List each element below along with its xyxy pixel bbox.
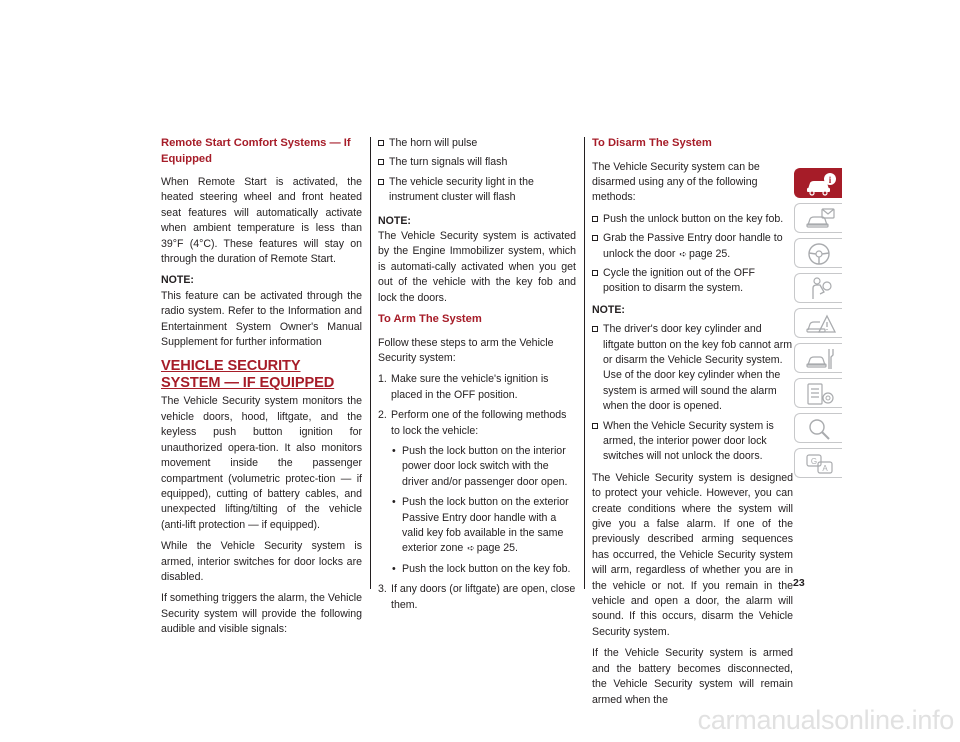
language-icon [805,452,837,476]
list-item-text: The turn signals will flash [389,156,508,169]
note-text: The Vehicle Security system is activated by the Engine Immobilizer system, which is automati-cally activated when you get out of the vehicle with the key fob and lock the doors. [378,230,576,304]
false-alarm-paragraph: The Vehicle Security system is designed to protect your vehicle. However, you can create conditions where the system will give you a false alarm. If one of the previously described arming sequences has occurred, the Vehicle Security system will arm, regardless of whether you are in the vehicle or not. If you remain in the vehicle and open a door, the alarm will sound. If this occurs, disarm the Vehicle Security system. [592,471,793,638]
sub-list-item [378,495,576,557]
page-reference-arrow-icon: ➪ [467,543,475,554]
tab-getting-to-know-vehicle[interactable] [794,168,842,198]
list-item-text: Grab the Passive Entry door handle to unlock the door [603,232,783,260]
list-item-text: Push the unlock button on the key fob. [603,212,784,225]
vss-paragraph-3: If something triggers the alarm, the Vehicle Security system will provide the following audible and visible signals: [161,592,362,636]
step-number: 2. [378,409,387,422]
step-number: 1. [378,373,387,386]
steering-wheel-icon [805,242,837,266]
step-text: If any doors (or liftgate) are open, close them. [391,583,576,611]
tab-index[interactable] [794,413,842,443]
tab-in-case-of-emergency[interactable] [794,308,842,338]
sub-list-text: Push the lock button on the exterior Passive Entry door handle with a valid key fob available in the same exterior zone [402,496,569,555]
step-number: 3. [378,583,387,596]
arm-intro: Follow these steps to arm the Vehicle Security system: [378,336,554,364]
list-item-text: The driver's door key cylinder and liftgate button on the key fob cannot arm or disarm the Vehicle Security system. Use of the door key cylinder when the system is armed will sound the alarm when the door is opened. [603,323,793,413]
step-item [378,408,576,439]
note-label: NOTE: [161,274,194,287]
remote-start-comfort-text: When Remote Start is activated, the heated steering wheel and front heated seat features will automatically activate when ambient temperature is less than 39°F (4°C). These features will stay on through the duration of Remote Start. [161,176,362,266]
list-item [592,266,793,297]
checkbox-bullet-icon [378,140,384,146]
vss-paragraph-2: While the Vehicle Security system is armed, interior switches for door locks are disabled. [161,540,362,583]
specs-list-icon [805,382,837,406]
sub-list-text: Push the lock button on the interior power door lock switch with the driver and/or passenger door open. [402,445,568,488]
list-item [592,419,793,465]
search-icon [805,417,837,441]
note-label: NOTE: [592,303,625,316]
note-block [161,273,362,350]
checkbox-bullet-icon [592,235,598,241]
list-item [378,155,576,170]
battery-paragraph: If the Vehicle Security system is armed and the battery becomes disconnected, the Vehicle Security system will remain armed when the [592,647,793,706]
svg-text:i: i [828,175,832,185]
sub-list-text: Push the lock button on the key fob. [402,562,571,575]
list-item [592,212,793,227]
disarm-system-heading: To Disarm The System [592,137,712,149]
checkbox-bullet-icon [592,270,598,276]
list-item-text: Cycle the ignition out of the OFF position to disarm the system. [603,266,755,295]
checkbox-bullet-icon [378,159,384,165]
column-left [161,136,362,644]
tab-starting-and-operating[interactable] [794,238,842,268]
step-text: Perform one of the following methods to lock the vehicle: [391,409,567,437]
bullet-dot-icon: • [392,445,396,457]
step-item [378,582,576,613]
remote-start-comfort-heading: Remote Start Comfort Systems — If Equipped [161,137,351,165]
list-item-text: When the Vehicle Security system is armed, the interior power door lock switches will not unlock the doors. [603,419,774,463]
bullet-dot-icon: • [392,496,396,509]
step-item [378,372,576,403]
car-info-icon [805,172,837,196]
tab-technical-specifications[interactable] [794,378,842,408]
tab-getting-to-know-dashboard[interactable] [794,203,842,233]
list-item [592,322,793,414]
checkbox-bullet-icon [378,179,384,185]
list-item [378,136,576,151]
airbag-person-icon [805,277,837,301]
tab-safety[interactable] [794,273,842,303]
sub-list-item [378,444,576,490]
note-text: This feature can be activated through the radio system. Refer to the Information and Entertainment System Owner's Manual Supplement for further information [161,289,362,349]
tab-customer-assistance[interactable] [794,448,842,478]
page-number: 23 [793,577,805,589]
car-message-icon [805,207,837,231]
svg-text:A: A [822,464,828,473]
column-middle [378,136,576,618]
note-block [378,214,576,306]
page-reference-link[interactable]: page 25. [688,247,731,260]
note-label-block [592,303,793,318]
sub-list-item [378,562,576,577]
disarm-intro: The Vehicle Security system can be disarmed using any of the following methods: [592,160,760,204]
step-text: Make sure the vehicle's ignition is placed in the OFF position. [391,373,549,401]
page-reference-arrow-icon: ➪ [679,248,687,259]
list-item [378,175,576,206]
watermark: carmanualsonline.info [697,705,954,735]
list-item-text: The horn will pulse [389,137,478,149]
car-warning-icon [805,312,837,336]
arm-system-heading: To Arm The System [378,313,482,326]
note-label: NOTE: [378,214,411,227]
svg-text:G: G [810,457,818,466]
vehicle-security-heading: VEHICLE SECURITY SYSTEM — IF EQUIPPED [161,358,335,392]
list-item-text: The vehicle security light in the instrument cluster will flash [389,175,534,204]
vss-paragraph-1: The Vehicle Security system monitors the vehicle doors, hood, liftgate, and the keyless push button ignition for unauthorized opera-tion. It also monitors movement inside the passenger compartment (volumetric protec-tion — if equipped), cutting of battery cables, and unexpected lifting/tilting of the vehicle (anti-lift protection — if equipped). [161,395,362,531]
column-right [592,136,793,714]
column-divider [370,137,371,589]
checkbox-bullet-icon [592,326,598,332]
column-divider [584,137,585,589]
tab-servicing-and-maintenance[interactable] [794,343,842,373]
checkbox-bullet-icon [592,423,598,429]
car-tools-icon [805,347,837,371]
page-reference-link[interactable]: page 25. [476,542,518,555]
list-item [592,231,793,262]
checkbox-bullet-icon [592,216,598,222]
bullet-dot-icon: • [392,562,396,575]
